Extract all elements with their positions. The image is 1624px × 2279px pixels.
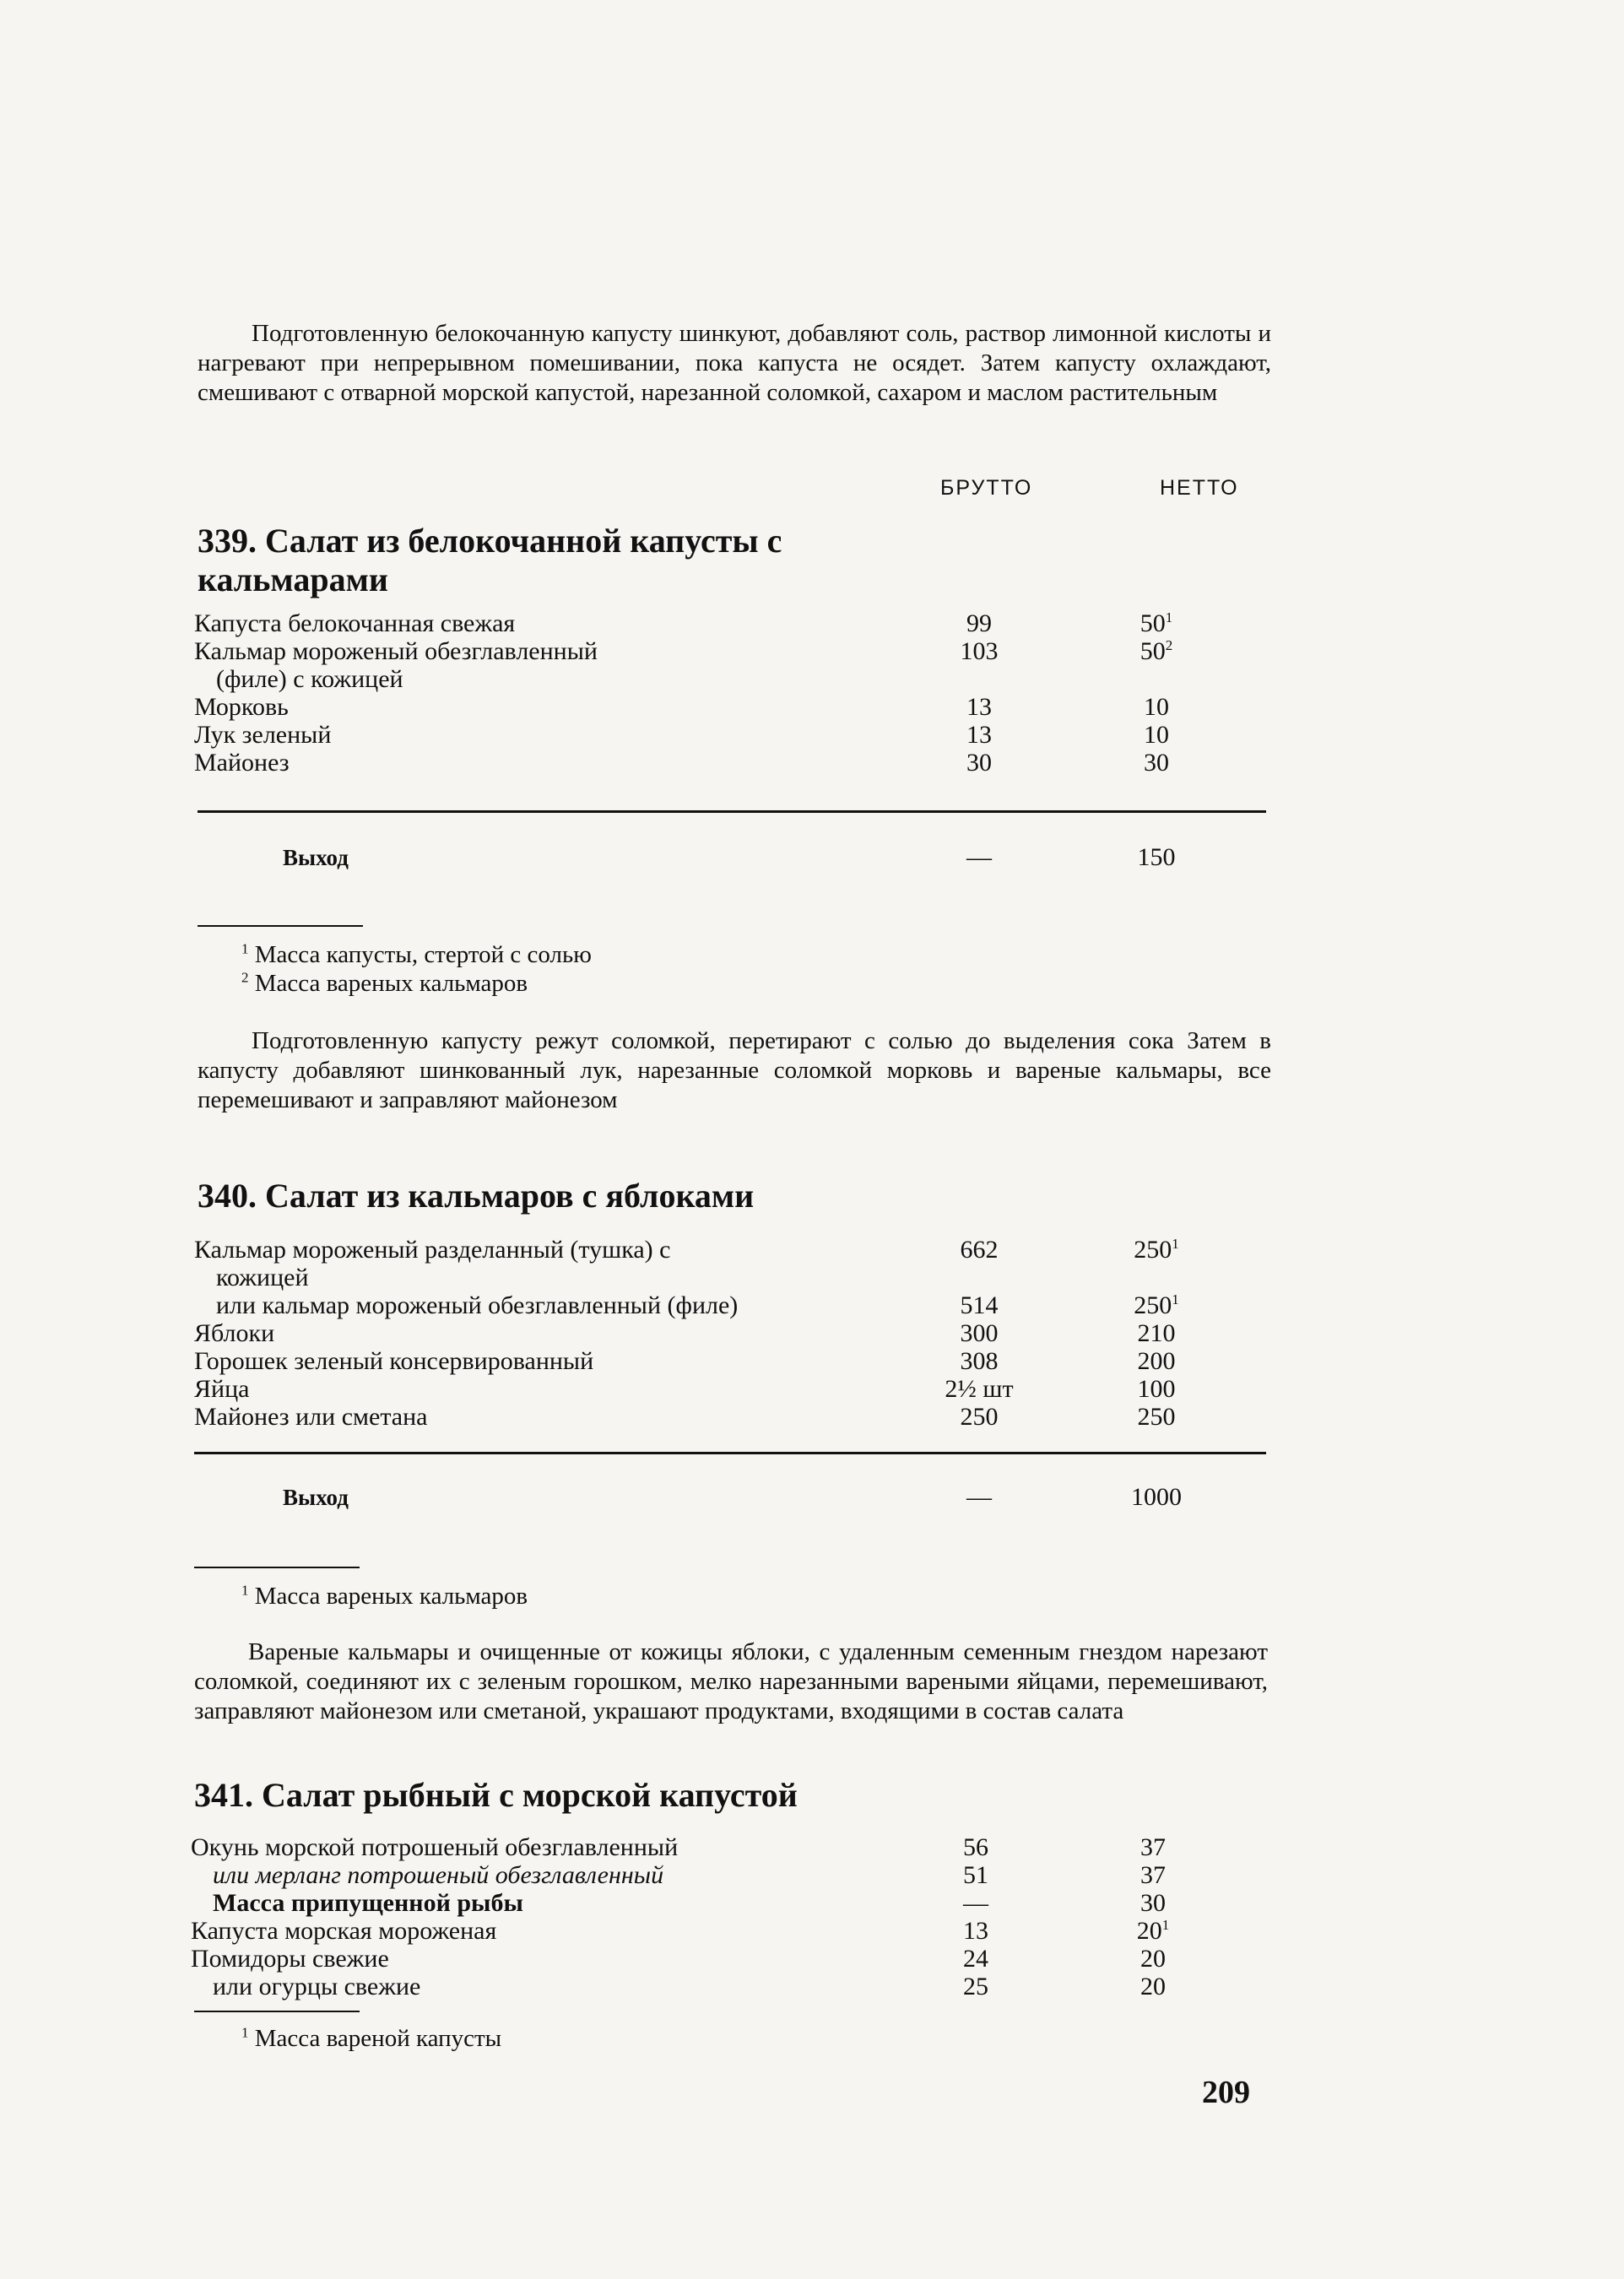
footnote-mark: 1 — [1161, 1917, 1170, 1933]
recipe-340-ingredients — [194, 1236, 1266, 1431]
footnote-mark: 1 — [1172, 1236, 1179, 1252]
column-header-brutto: БРУТТО — [940, 476, 1033, 500]
recipe-340-method: Вареные кальмары и очищенные от кожицы яблоки, с удаленным семенным гнездом нарезают соломкой, соединяют их с зеленым горошком, мелко нарезанными вареными яйцами, перемешивают, заправляют майонезом или сметаной, украшают продуктами, входящими в состав салата — [194, 1638, 1268, 1724]
footnote-mark: 1 — [1172, 1291, 1179, 1307]
recipe-339-footnote-2: $^2$ Масса вареных кальмаров — [241, 969, 528, 997]
footnote-divider — [194, 1567, 360, 1568]
table-row: Яйца 2½ шт 100 — [194, 1375, 1176, 1403]
table-row: Помидоры свежие 24 20 — [191, 1945, 1166, 1973]
recipe-340-yield: Выход — 1000 — [283, 1483, 1182, 1511]
recipe-339-footnote-1: $^1$ Масса капусты, стертой с солью — [241, 940, 592, 968]
table-row: Капуста белокочанная свежая 99 $50^1$ — [194, 609, 1173, 637]
table-divider — [198, 810, 1266, 813]
recipe-341-title: 341. Салат рыбный с морской капустой — [194, 1776, 798, 1814]
table-row: или огурцы свежие 25 20 — [213, 1973, 1166, 2000]
recipe-341-ingredients — [191, 1833, 1263, 2000]
recipe-340-title: 340. Салат из кальмаров с яблоками — [198, 1177, 755, 1215]
footnote-divider — [194, 2011, 360, 2012]
recipe-339-title: 339. Салат из белокочанной капусты с кальмарами — [198, 522, 782, 598]
table-row: Морковь 13 10 — [194, 693, 1169, 721]
recipe-339-yield: Выход — 150 — [283, 843, 1176, 871]
table-row: или мерланг потрошеный обезглавленный 51 37 — [213, 1861, 1166, 1889]
table-row: Яблоки 300 210 — [194, 1319, 1176, 1347]
table-row: Кальмар мороженый обезглавленный (филе) с кожицей 103 $50^2$ — [194, 637, 1173, 693]
table-row: или кальмар мороженый обезглавленный (филе) 514 $250^1$ — [216, 1291, 1179, 1319]
recipe-339-ingredients — [194, 609, 1266, 777]
footnote-mark: 2 — [1165, 637, 1173, 653]
table-row: Майонез или сметана 250 250 — [194, 1403, 1176, 1431]
recipe-341-footnote-1: $^1$ Масса вареной капусты — [241, 2024, 502, 2052]
table-row: Капуста морская мороженая 13 $20^1$ — [191, 1917, 1170, 1945]
footnote-divider — [198, 925, 363, 927]
table-row: Масса припущенной рыбы — 30 — [213, 1889, 1166, 1917]
table-row: Лук зеленый 13 10 — [194, 721, 1169, 749]
table-row: Кальмар мороженый разделанный (тушка) с кожицей 662 $250^1$ — [194, 1236, 1179, 1291]
table-divider — [194, 1452, 1266, 1454]
recipe-340-footnote-1: $^1$ Масса вареных кальмаров — [241, 1582, 528, 1610]
intro-paragraph: Подготовленную белокочанную капусту шинкуют, добавляют соль, раствор лимонной кислоты и нагревают при непрерывном помешивании, пока капуста не осядет. Затем капусту охлаждают, смешивают с отварной морской капустой, нарезанной соломкой, сахаром и маслом растительным — [198, 320, 1271, 406]
table-row: Майонез 30 30 — [194, 749, 1169, 777]
column-header-netto: НЕТТО — [1160, 476, 1239, 500]
table-row: Горошек зеленый консервированный 308 200 — [194, 1347, 1176, 1375]
page-number: 209 — [1202, 2075, 1250, 2110]
recipe-339-method: Подготовленную капусту режут соломкой, перетирают с солью до выделения сока Затем в капусту добавляют шинкованный лук, нарезанные соломкой морковь и вареные кальмары, все перемешивают и заправляют майонезом — [198, 1027, 1271, 1113]
footnote-mark: 1 — [1165, 609, 1173, 625]
table-row: Окунь морской потрошеный обезглавленный 56 37 — [191, 1833, 1166, 1861]
